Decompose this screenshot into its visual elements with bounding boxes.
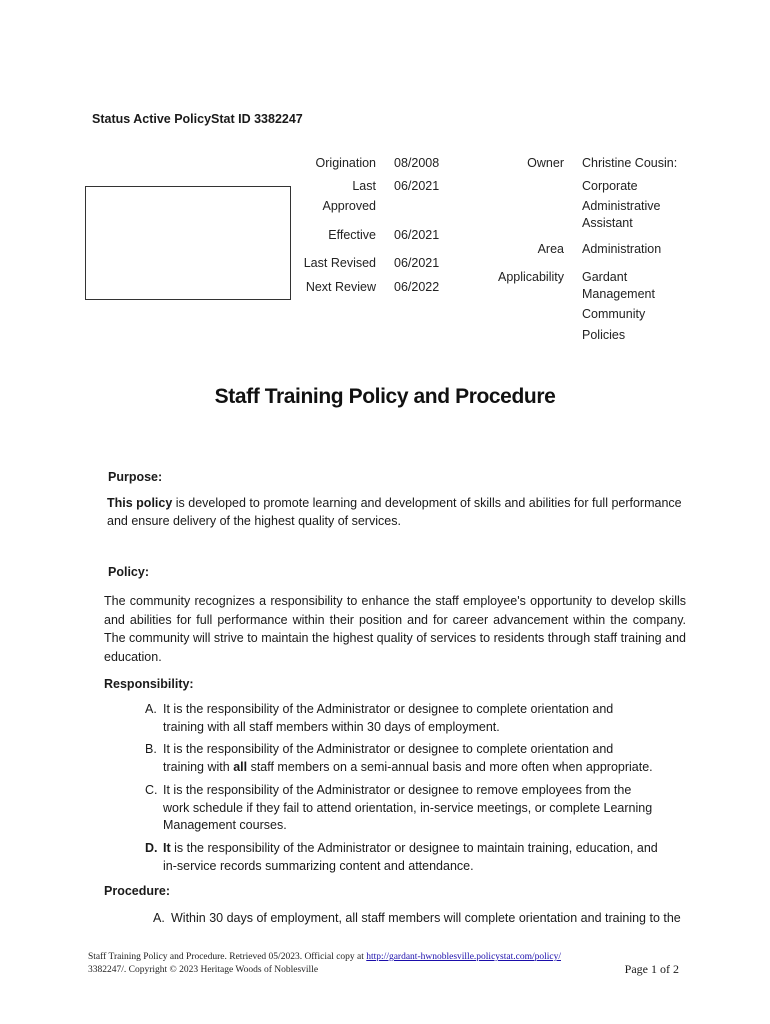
list-item-text: It is the responsibility of the Administrator or designee to remove employees from the work schedule if they fail to attend orientation, in-service meetings, or complete Learning Management courses. bbox=[163, 783, 653, 832]
list-item-text bbox=[163, 741, 655, 776]
procedure-item-a bbox=[153, 910, 713, 928]
procedure-heading: Procedure: bbox=[104, 884, 170, 898]
purpose-heading: Purpose: bbox=[108, 470, 163, 484]
last-approved-label-line1: Last bbox=[352, 179, 376, 193]
footer-policy-link[interactable]: http://gardant-hwnoblesville.policystat.com/policy/ bbox=[366, 952, 561, 962]
next-review-label: Next Review bbox=[305, 280, 376, 294]
logo-placeholder bbox=[85, 186, 291, 300]
area-value: Administration bbox=[582, 242, 662, 256]
list-item-text-post: staff members on a semi-annual basis and more often when appropriate. bbox=[247, 759, 653, 774]
applicability-value-line2: Management bbox=[582, 287, 655, 301]
list-marker: D. bbox=[145, 841, 158, 855]
last-revised-label: Last Revised bbox=[303, 256, 376, 270]
list-item-text: Within 30 days of employment, all staff members will complete orientation and training to the bbox=[171, 911, 681, 925]
footer-citation-prefix: Staff Training Policy and Procedure. Retrieved 05/2023. Official copy at bbox=[88, 952, 367, 962]
next-review-value: 06/2022 bbox=[394, 280, 440, 294]
effective-label: Effective bbox=[328, 228, 376, 242]
owner-value-line3: Administrative bbox=[582, 199, 661, 213]
last-approved-label-line2: Approved bbox=[322, 199, 376, 213]
footer-copyright: 3382247/. Copyright © 2023 Heritage Woods of Noblesville bbox=[88, 964, 319, 975]
policy-heading: Policy: bbox=[108, 565, 149, 579]
responsibility-item-a bbox=[145, 701, 655, 737]
list-item-text-post: is the responsibility of the Administrator or designee to maintain training, education, and in-service records summarizing content and attendance. bbox=[163, 841, 658, 873]
last-approved-value: 06/2021 bbox=[394, 179, 440, 193]
origination-value: 08/2008 bbox=[394, 156, 440, 170]
list-marker: A. bbox=[145, 702, 157, 716]
list-marker: A. bbox=[153, 911, 165, 925]
list-item-text-bold: all bbox=[233, 759, 248, 774]
page-number: Page 1 of 2 bbox=[624, 962, 679, 976]
list-item-text: It is the responsibility of the Administrator or designee to complete orientation and training with all staff members within 30 days of employment. bbox=[163, 702, 614, 734]
purpose-bold-lead: This policy bbox=[107, 496, 173, 510]
last-revised-value: 06/2021 bbox=[394, 256, 440, 270]
applicability-value-line3: Community bbox=[582, 307, 646, 321]
list-marker: C. bbox=[145, 783, 158, 797]
origination-label: Origination bbox=[315, 156, 376, 170]
policy-status-line: Status Active PolicyStat ID 3382247 bbox=[92, 112, 303, 126]
document-title: Staff Training Policy and Procedure bbox=[214, 385, 556, 408]
applicability-value-line1: Gardant bbox=[582, 270, 628, 284]
effective-value: 06/2021 bbox=[394, 228, 440, 242]
applicability-value-line4: Policies bbox=[582, 328, 626, 342]
owner-label: Owner bbox=[527, 156, 564, 170]
list-item-text-bold: It bbox=[163, 841, 171, 855]
purpose-paragraph bbox=[107, 495, 697, 530]
owner-value-line4: Assistant bbox=[582, 216, 633, 230]
responsibility-item-b bbox=[145, 741, 655, 777]
purpose-text: is developed to promote learning and development of skills and abilities for full performance and ensure delivery of the highest quality of services. bbox=[107, 496, 682, 528]
responsibility-heading: Responsibility: bbox=[104, 677, 194, 691]
list-marker: B. bbox=[145, 742, 157, 756]
owner-value-line2: Corporate bbox=[582, 179, 638, 193]
responsibility-item-d bbox=[145, 840, 665, 876]
responsibility-item-c bbox=[145, 782, 655, 836]
footer-citation bbox=[88, 951, 608, 976]
area-label: Area bbox=[537, 242, 564, 256]
list-item-text bbox=[163, 840, 665, 875]
list-item-text-pre: It is the responsibility of the Administrator or designee to complete orientation and training with bbox=[163, 742, 614, 774]
applicability-label: Applicability bbox=[497, 270, 564, 284]
policy-paragraph: The community recognizes a responsibility to enhance the staff employee's opportunity to develop skills and abilities for full performance within their position and for career advancement within the company. The community will strive to maintain the highest quality of services to residents through staff training and education. bbox=[104, 594, 686, 664]
owner-value-line1: Christine Cousin: bbox=[582, 156, 678, 170]
